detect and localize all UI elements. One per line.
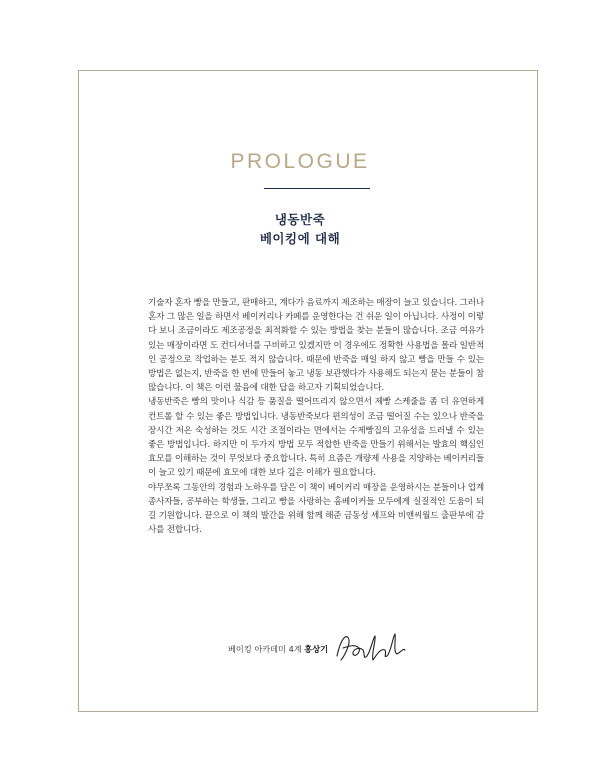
author-affiliation: 베이킹 아카데미 4계 bbox=[228, 644, 302, 654]
subtitle-line-2: 베이킹에 대해 bbox=[259, 231, 341, 246]
paragraph-1: 기술자 혼자 빵을 만들고, 판매하고, 계다가 음료까지 제조하는 매장이 늘고 있습니다. 그러나 혼자 그 많은 일을 하면서 베이커리나 카페를 운영한다는 건 쉬운 일이 아닙니다. 사정이 이렇다 보니 조금이라도 제조공정을 최적화할 수 있는 방법을 찾는 분들이 많습니다. 조금 여유가 있는 매장이라면 도 컨디셔너를 구비하고 있겠지만 이 경우에도 정확한 사용법을 몰라 일반적인 공정으로 작업하는 분도 적지 않습니다. 때문에 반죽을 매일 하지 않고 빵을 만들 수 있는 방법은 없는지, 반죽을 한 번에 만들어 놓고 냉동 보관했다가 사용해도 되는지 묻는 분들이 참 많습니다. 이 책은 이런 물음에 대한 답을 하고자 기획되었습니다. bbox=[148, 298, 484, 394]
paragraph-2: 냉동반죽은 빵의 맛이나 식감 등 품질을 떨어뜨리지 않으면서 제빵 스케줄을 좀 더 유연하게 컨트롤 할 수 있는 좋은 방법입니다. 냉동반죽보다 편의성이 조금 떨어질 수는 있으나 반죽을 장시간 저온 숙성하는 것도 시간 조절이라는 면에서는 수제빵집의 고유성을 드러낼 수 있는 좋은 방법입니다. 하지만 이 두가지 방법 모두 적합한 반죽을 만들기 위해서는 발효의 핵심인 효모를 이해하는 것이 무엇보다 중요합니다. 특히 요즘은 개량제 사용을 지양하는 베이커리들이 늘고 있기 때문에 효모에 대한 보다 깊은 이해가 필요합니다. bbox=[148, 397, 484, 479]
page-title: PROLOGUE bbox=[230, 150, 370, 173]
author-name: 홍상기 bbox=[304, 644, 329, 654]
author-credit bbox=[228, 644, 328, 655]
prologue-body bbox=[148, 296, 484, 537]
paragraph-3: 야무쪼록 그동안의 경험과 노하우를 담은 이 책이 베이커리 매장을 운영하시는 분들이나 업계 종사자들, 공부하는 학생들, 그리고 빵을 사랑하는 홈베이커들 모두에게 실질적인 도움이 되길 기원합니다. 끝으로 이 책의 발간을 위해 함께 해준 금동성 셰프와 비앤씨월드 출판부에 감사를 전합니다. bbox=[148, 482, 484, 536]
title-underline bbox=[264, 188, 370, 189]
signature-icon bbox=[333, 626, 409, 666]
subtitle-line-1: 냉동반죽 bbox=[274, 212, 326, 227]
